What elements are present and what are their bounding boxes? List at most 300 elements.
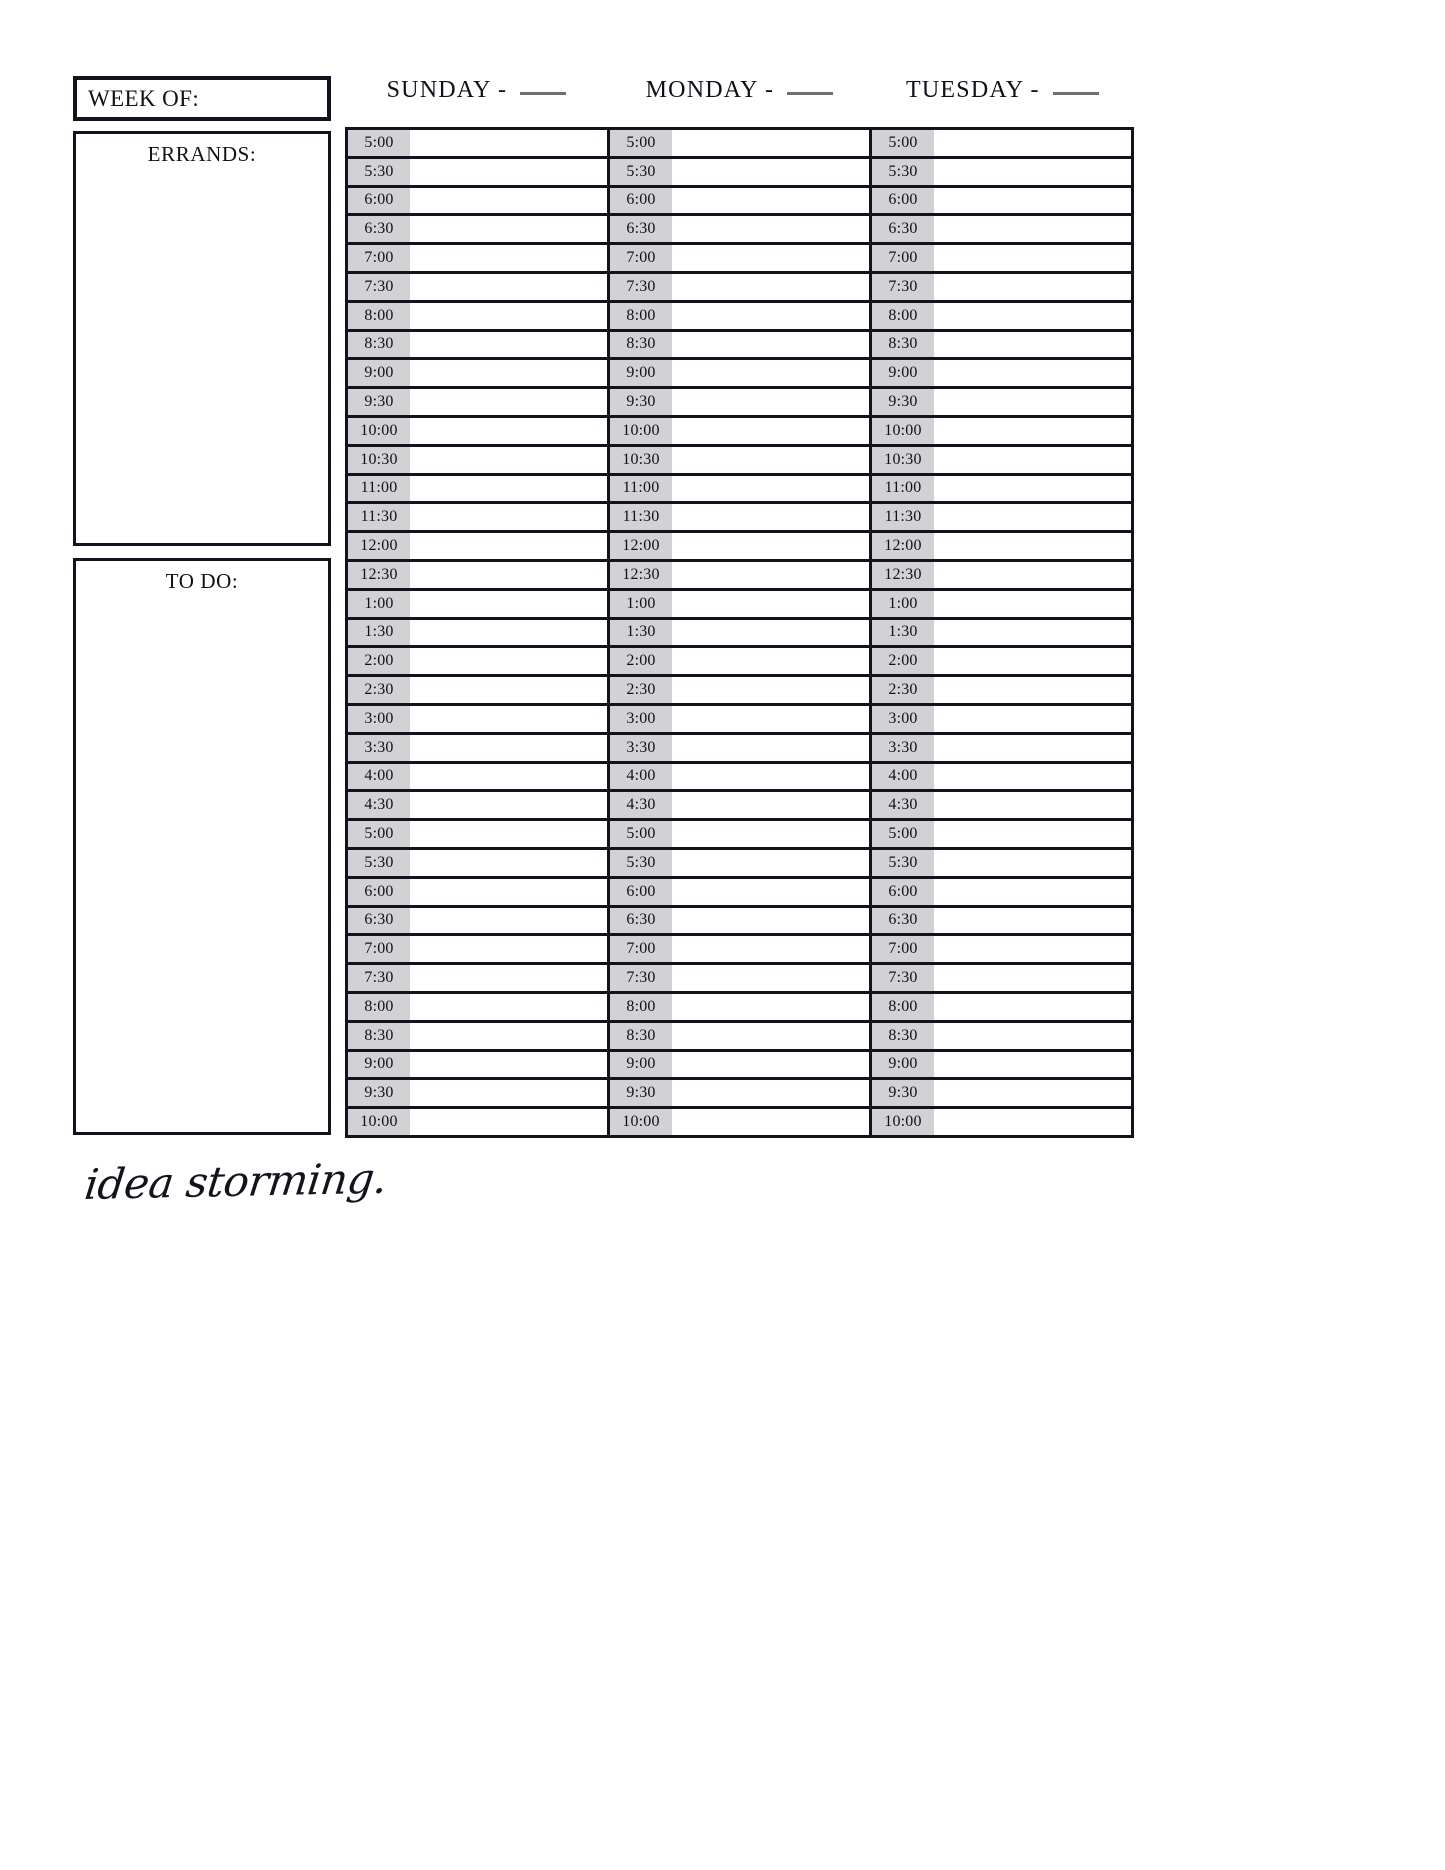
time-slot-entry-field[interactable] (672, 447, 869, 473)
time-slot-label: 6:00 (610, 188, 672, 214)
time-slot-entry-field[interactable] (672, 706, 869, 732)
time-slot-row (872, 274, 1131, 303)
time-slot-row (610, 216, 869, 245)
time-slot-row (348, 360, 607, 389)
time-slot-entry-field[interactable] (934, 677, 1131, 703)
time-slot-entry-field[interactable] (672, 735, 869, 761)
time-slot-row (610, 994, 869, 1023)
time-slot-label: 1:30 (348, 620, 410, 646)
time-slot-entry-field[interactable] (672, 504, 869, 530)
time-slot-row (872, 476, 1131, 505)
time-slot-entry-field[interactable] (410, 850, 607, 876)
time-slot-row (872, 1109, 1131, 1135)
time-slot-label: 6:00 (348, 188, 410, 214)
time-slot-entry-field[interactable] (410, 159, 607, 185)
time-slot-entry-field[interactable] (672, 360, 869, 386)
time-slot-label: 9:00 (348, 1052, 410, 1078)
time-slot-label: 2:00 (872, 648, 934, 674)
time-slot-label: 4:30 (610, 792, 672, 818)
day-header-sunday-date-blank[interactable] (520, 78, 566, 95)
time-slot-row (610, 879, 869, 908)
todo-box[interactable] (73, 558, 331, 1135)
time-slot-label: 8:30 (348, 332, 410, 358)
time-slot-entry-field[interactable] (410, 792, 607, 818)
time-slot-label: 3:30 (610, 735, 672, 761)
time-slot-entry-field[interactable] (672, 591, 869, 617)
time-slot-entry-field[interactable] (672, 188, 869, 214)
time-slot-label: 4:00 (348, 764, 410, 790)
time-slot-label: 6:30 (872, 216, 934, 242)
time-slot-label: 6:30 (348, 908, 410, 934)
time-slot-entry-field[interactable] (934, 994, 1131, 1020)
day-header-tuesday-name: TUESDAY (906, 77, 1024, 103)
time-slot-row (348, 1109, 607, 1135)
time-slot-row (348, 648, 607, 677)
idea-storming-script-text: idea storming. (82, 1153, 390, 1209)
time-slot-row (348, 562, 607, 591)
time-slot-row (348, 216, 607, 245)
time-slot-row (610, 303, 869, 332)
time-slot-entry-field[interactable] (672, 764, 869, 790)
time-slot-row (348, 591, 607, 620)
left-sidebar (73, 76, 331, 593)
time-slot-label: 3:00 (872, 706, 934, 732)
time-slot-label: 5:30 (348, 159, 410, 185)
time-slot-label: 7:30 (348, 274, 410, 300)
time-slot-entry-field[interactable] (672, 1080, 869, 1106)
time-slot-label: 9:30 (348, 389, 410, 415)
time-slot-label: 6:30 (610, 908, 672, 934)
day-header-monday (608, 78, 871, 102)
time-slot-label: 1:00 (610, 591, 672, 617)
time-slot-row (872, 303, 1131, 332)
time-slot-entry-field[interactable] (410, 706, 607, 732)
time-slot-label: 11:00 (348, 476, 410, 502)
time-slot-entry-field[interactable] (934, 706, 1131, 732)
time-slot-row (610, 245, 869, 274)
time-slot-entry-field[interactable] (934, 159, 1131, 185)
time-slot-row (872, 1052, 1131, 1081)
time-slot-row (348, 533, 607, 562)
time-slot-row (872, 418, 1131, 447)
time-slot-row (348, 1052, 607, 1081)
time-slot-entry-field[interactable] (672, 879, 869, 905)
time-slot-label: 5:00 (610, 821, 672, 847)
time-slot-entry-field[interactable] (410, 188, 607, 214)
time-slot-row (872, 965, 1131, 994)
time-slot-entry-field[interactable] (672, 245, 869, 271)
time-slot-label: 10:00 (610, 1109, 672, 1135)
time-slot-row (610, 908, 869, 937)
day-column-sunday (348, 130, 610, 1135)
time-slot-row (872, 1080, 1131, 1109)
time-slot-entry-field[interactable] (410, 936, 607, 962)
week-of-box[interactable] (73, 76, 331, 121)
time-slot-row (610, 648, 869, 677)
time-slot-label: 11:00 (872, 476, 934, 502)
time-slot-row (610, 533, 869, 562)
time-slot-entry-field[interactable] (410, 332, 607, 358)
time-slot-entry-field[interactable] (672, 476, 869, 502)
time-slot-row (610, 418, 869, 447)
todo-label: TO DO: (165, 569, 239, 593)
time-slot-label: 7:00 (348, 936, 410, 962)
time-slot-entry-field[interactable] (934, 648, 1131, 674)
day-header-tuesday-date-blank[interactable] (1053, 78, 1099, 95)
time-slot-entry-field[interactable] (410, 994, 607, 1020)
time-slot-label: 5:30 (348, 850, 410, 876)
time-slot-label: 3:30 (348, 735, 410, 761)
time-slot-row (610, 447, 869, 476)
time-slot-row (872, 677, 1131, 706)
time-slot-label: 8:00 (610, 994, 672, 1020)
time-slot-label: 12:30 (610, 562, 672, 588)
time-slot-label: 4:30 (872, 792, 934, 818)
time-slot-row (872, 216, 1131, 245)
time-slot-label: 7:30 (610, 274, 672, 300)
time-slot-row (872, 332, 1131, 361)
time-slot-entry-field[interactable] (934, 1052, 1131, 1078)
time-slot-entry-field[interactable] (934, 332, 1131, 358)
time-slot-label: 4:30 (348, 792, 410, 818)
time-slot-label: 8:00 (348, 994, 410, 1020)
time-slot-row (348, 159, 607, 188)
time-slot-entry-field[interactable] (934, 303, 1131, 329)
time-slot-entry-field[interactable] (934, 389, 1131, 415)
time-slot-label: 5:00 (348, 130, 410, 156)
time-slot-label: 2:30 (348, 677, 410, 703)
time-slot-row (610, 130, 869, 159)
time-slot-entry-field[interactable] (934, 188, 1131, 214)
time-slot-label: 11:30 (872, 504, 934, 530)
time-slot-entry-field[interactable] (410, 1052, 607, 1078)
time-slot-entry-field[interactable] (410, 389, 607, 415)
time-slot-entry-field[interactable] (672, 965, 869, 991)
time-slot-label: 8:30 (872, 332, 934, 358)
time-slot-row (348, 821, 607, 850)
time-slot-entry-field[interactable] (410, 562, 607, 588)
time-slot-row (610, 1023, 869, 1052)
time-slot-label: 6:30 (348, 216, 410, 242)
time-slot-row (348, 332, 607, 361)
time-slot-entry-field[interactable] (672, 620, 869, 646)
time-slot-row (872, 159, 1131, 188)
time-slot-row (872, 764, 1131, 793)
time-slot-label: 2:00 (348, 648, 410, 674)
time-slot-label: 2:30 (610, 677, 672, 703)
time-slot-entry-field[interactable] (934, 476, 1131, 502)
time-slot-entry-field[interactable] (410, 130, 607, 156)
time-slot-entry-field[interactable] (410, 418, 607, 444)
time-slot-label: 7:30 (610, 965, 672, 991)
time-slot-row (348, 476, 607, 505)
time-slot-label: 3:00 (348, 706, 410, 732)
time-slot-entry-field[interactable] (410, 620, 607, 646)
day-header-monday-date-blank[interactable] (787, 78, 833, 95)
errands-label: ERRANDS: (147, 142, 257, 166)
day-header-sunday (345, 78, 608, 102)
time-slot-entry-field[interactable] (934, 735, 1131, 761)
time-slot-row (610, 332, 869, 361)
time-slot-entry-field[interactable] (934, 965, 1131, 991)
time-slot-label: 9:30 (610, 1080, 672, 1106)
time-slot-label: 8:00 (872, 994, 934, 1020)
time-slot-row (348, 447, 607, 476)
time-slot-row (348, 1080, 607, 1109)
time-slot-label: 8:00 (610, 303, 672, 329)
time-slot-entry-field[interactable] (672, 303, 869, 329)
time-slot-label: 10:30 (610, 447, 672, 473)
time-slot-row (610, 389, 869, 418)
time-slot-entry-field[interactable] (410, 1080, 607, 1106)
time-slot-label: 9:00 (872, 360, 934, 386)
time-slot-row (610, 1052, 869, 1081)
time-slot-entry-field[interactable] (672, 821, 869, 847)
time-slot-entry-field[interactable] (934, 620, 1131, 646)
time-slot-label: 5:30 (872, 159, 934, 185)
time-slot-entry-field[interactable] (672, 1052, 869, 1078)
time-slot-label: 10:00 (348, 1109, 410, 1135)
time-slot-label: 8:30 (610, 1023, 672, 1049)
time-slot-label: 1:00 (872, 591, 934, 617)
time-slot-row (872, 562, 1131, 591)
time-slot-entry-field[interactable] (672, 332, 869, 358)
time-slot-row (348, 245, 607, 274)
time-slot-row (348, 677, 607, 706)
time-slot-label: 4:00 (872, 764, 934, 790)
time-slot-row (872, 821, 1131, 850)
time-slot-row (348, 389, 607, 418)
time-slot-label: 5:00 (872, 130, 934, 156)
time-slot-entry-field[interactable] (410, 1109, 607, 1135)
time-slot-entry-field[interactable] (672, 936, 869, 962)
time-slot-row (610, 591, 869, 620)
time-slot-row (610, 792, 869, 821)
time-slot-entry-field[interactable] (934, 360, 1131, 386)
time-slot-row (872, 706, 1131, 735)
time-slot-label: 8:30 (348, 1023, 410, 1049)
time-slot-entry-field[interactable] (934, 850, 1131, 876)
time-slot-label: 6:00 (610, 879, 672, 905)
time-slot-entry-field[interactable] (934, 130, 1131, 156)
time-slot-label: 1:00 (348, 591, 410, 617)
time-slot-entry-field[interactable] (672, 1023, 869, 1049)
time-slot-entry-field[interactable] (410, 274, 607, 300)
time-slot-entry-field[interactable] (410, 735, 607, 761)
time-slot-label: 3:00 (610, 706, 672, 732)
time-slot-row (872, 533, 1131, 562)
time-slot-row (610, 821, 869, 850)
time-slot-entry-field[interactable] (672, 389, 869, 415)
time-slot-entry-field[interactable] (934, 418, 1131, 444)
time-slot-entry-field[interactable] (934, 591, 1131, 617)
time-slot-row (348, 303, 607, 332)
time-slot-entry-field[interactable] (672, 648, 869, 674)
day-header-sunday-separator: - (497, 77, 508, 103)
time-slot-entry-field[interactable] (934, 792, 1131, 818)
time-slot-entry-field[interactable] (934, 908, 1131, 934)
time-slot-entry-field[interactable] (410, 821, 607, 847)
time-slot-row (610, 620, 869, 649)
time-slot-entry-field[interactable] (410, 965, 607, 991)
time-slot-label: 6:30 (610, 216, 672, 242)
time-slot-entry-field[interactable] (934, 879, 1131, 905)
time-slot-row (610, 562, 869, 591)
time-slot-row (872, 245, 1131, 274)
time-slot-entry-field[interactable] (934, 821, 1131, 847)
time-slot-row (348, 706, 607, 735)
time-slot-row (610, 1109, 869, 1135)
time-slot-entry-field[interactable] (672, 418, 869, 444)
time-slot-entry-field[interactable] (410, 591, 607, 617)
time-slot-label: 11:30 (610, 504, 672, 530)
time-slot-label: 7:00 (610, 245, 672, 271)
time-slot-row (872, 936, 1131, 965)
time-slot-label: 8:00 (348, 303, 410, 329)
time-slot-entry-field[interactable] (672, 533, 869, 559)
time-slot-row (872, 879, 1131, 908)
time-slot-entry-field[interactable] (934, 447, 1131, 473)
time-slot-row (610, 706, 869, 735)
time-slot-entry-field[interactable] (410, 677, 607, 703)
time-slot-label: 9:30 (348, 1080, 410, 1106)
time-slot-entry-field[interactable] (672, 908, 869, 934)
time-slot-entry-field[interactable] (410, 216, 607, 242)
day-column-tuesday (872, 130, 1131, 1135)
time-slot-entry-field[interactable] (410, 447, 607, 473)
time-slot-entry-field[interactable] (672, 130, 869, 156)
week-of-label: WEEK OF: (88, 86, 200, 111)
time-slot-entry-field[interactable] (934, 533, 1131, 559)
time-slot-label: 8:00 (872, 303, 934, 329)
time-slot-row (610, 360, 869, 389)
time-slot-entry-field[interactable] (410, 303, 607, 329)
time-slot-entry-field[interactable] (672, 274, 869, 300)
time-slot-row (610, 850, 869, 879)
time-slot-entry-field[interactable] (934, 764, 1131, 790)
time-slot-label: 5:30 (610, 159, 672, 185)
time-slot-label: 10:00 (610, 418, 672, 444)
time-slot-entry-field[interactable] (672, 677, 869, 703)
time-slot-row (348, 994, 607, 1023)
time-slot-entry-field[interactable] (934, 1080, 1131, 1106)
time-slot-label: 9:30 (872, 389, 934, 415)
time-slot-label: 2:30 (872, 677, 934, 703)
time-slot-entry-field[interactable] (410, 504, 607, 530)
time-slot-entry-field[interactable] (410, 908, 607, 934)
day-header-tuesday-separator: - (1030, 77, 1040, 103)
time-slot-entry-field[interactable] (672, 1109, 869, 1135)
time-slot-label: 12:00 (872, 533, 934, 559)
time-slot-row (348, 1023, 607, 1052)
time-slot-entry-field[interactable] (934, 274, 1131, 300)
time-slot-entry-field[interactable] (672, 216, 869, 242)
time-slot-row (610, 677, 869, 706)
time-slot-label: 7:30 (348, 965, 410, 991)
time-slot-label: 12:30 (348, 562, 410, 588)
time-slot-entry-field[interactable] (934, 504, 1131, 530)
time-slot-label: 9:00 (610, 1052, 672, 1078)
time-slot-label: 5:30 (872, 850, 934, 876)
time-slot-entry-field[interactable] (672, 562, 869, 588)
time-slot-row (872, 850, 1131, 879)
time-slot-label: 5:00 (610, 130, 672, 156)
time-slot-entry-field[interactable] (410, 360, 607, 386)
time-slot-label: 11:30 (348, 504, 410, 530)
time-slot-entry-field[interactable] (410, 1023, 607, 1049)
time-slot-row (610, 476, 869, 505)
time-slot-label: 5:00 (872, 821, 934, 847)
time-slot-row (872, 591, 1131, 620)
time-slot-row (872, 648, 1131, 677)
errands-box[interactable] (73, 131, 331, 546)
time-slot-row (610, 764, 869, 793)
time-slot-row (872, 389, 1131, 418)
time-slot-row (872, 130, 1131, 159)
time-slot-entry-field[interactable] (934, 1023, 1131, 1049)
time-slot-row (872, 620, 1131, 649)
time-slot-row (872, 1023, 1131, 1052)
time-slot-row (348, 188, 607, 217)
time-slot-label: 12:30 (872, 562, 934, 588)
time-slot-row (872, 360, 1131, 389)
time-slot-label: 5:00 (348, 821, 410, 847)
time-slot-label: 6:00 (872, 879, 934, 905)
time-slot-label: 1:30 (610, 620, 672, 646)
time-slot-label: 7:00 (872, 936, 934, 962)
time-slot-entry-field[interactable] (934, 936, 1131, 962)
time-slot-row (348, 764, 607, 793)
time-slot-entry-field[interactable] (672, 159, 869, 185)
time-slot-row (348, 965, 607, 994)
time-slot-row (610, 735, 869, 764)
time-slot-entry-field[interactable] (410, 879, 607, 905)
time-slot-entry-field[interactable] (410, 533, 607, 559)
time-slot-label: 11:00 (610, 476, 672, 502)
time-slot-label: 10:00 (872, 418, 934, 444)
time-slot-entry-field[interactable] (410, 648, 607, 674)
time-slot-entry-field[interactable] (672, 792, 869, 818)
time-slot-label: 4:00 (610, 764, 672, 790)
time-slot-entry-field[interactable] (934, 245, 1131, 271)
time-slot-row (872, 792, 1131, 821)
time-slot-label: 1:30 (872, 620, 934, 646)
time-slot-row (610, 965, 869, 994)
time-slot-entry-field[interactable] (672, 994, 869, 1020)
day-header-monday-name: MONDAY (645, 77, 758, 103)
time-slot-label: 5:30 (610, 850, 672, 876)
time-slot-row (872, 447, 1131, 476)
time-slot-entry-field[interactable] (410, 476, 607, 502)
time-slot-entry-field[interactable] (934, 216, 1131, 242)
time-slot-entry-field[interactable] (410, 764, 607, 790)
time-slot-label: 8:30 (610, 332, 672, 358)
time-slot-label: 8:30 (872, 1023, 934, 1049)
time-slot-entry-field[interactable] (934, 562, 1131, 588)
time-slot-entry-field[interactable] (672, 850, 869, 876)
time-slot-entry-field[interactable] (934, 1109, 1131, 1135)
time-slot-label: 7:00 (610, 936, 672, 962)
time-slot-entry-field[interactable] (410, 245, 607, 271)
time-slot-label: 10:00 (872, 1109, 934, 1135)
time-slot-row (348, 908, 607, 937)
time-slot-row (872, 504, 1131, 533)
time-slot-label: 9:00 (872, 1052, 934, 1078)
day-header-monday-separator: - (764, 77, 775, 103)
time-slot-row (610, 504, 869, 533)
time-slot-row (348, 130, 607, 159)
time-slot-label: 7:30 (872, 965, 934, 991)
